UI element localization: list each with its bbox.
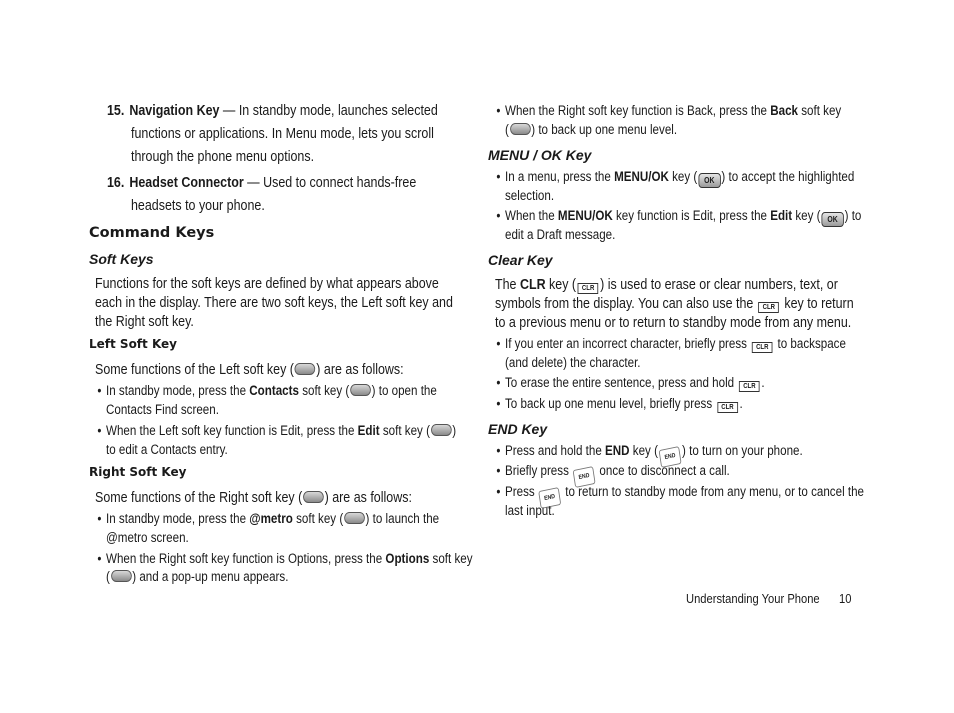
bold-term: MENU/OK: [557, 208, 613, 223]
text-span: ) is used to erase or clear numbers, text, or: [600, 277, 838, 293]
text-span: ) to: [844, 208, 862, 223]
soft-key-icon: [510, 123, 531, 135]
text-span: Briefly press: [505, 463, 573, 478]
ok-key-icon: OK: [821, 212, 843, 227]
bullet-continuation: last input.: [505, 503, 555, 518]
text-span: ) are as follows:: [324, 490, 412, 506]
list-item-15: [107, 103, 438, 119]
text-span: .: [761, 375, 765, 390]
soft-key-icon: [295, 363, 316, 375]
text-span: To erase the entire sentence, press and hold: [505, 375, 738, 390]
bullet-item: [505, 169, 854, 188]
text-span: .: [739, 396, 743, 411]
clr-key-icon: CLR: [759, 302, 780, 313]
list-item-16: [107, 175, 416, 191]
clr-key-icon: CLR: [717, 402, 738, 413]
bullet-item: [505, 484, 864, 507]
bold-term: END: [605, 443, 630, 458]
text-span: In standby mode, press the: [106, 511, 250, 526]
end-key-icon: END: [573, 466, 596, 488]
item-text: headsets to your phone.: [131, 198, 265, 214]
bold-term: Back: [770, 103, 798, 118]
clr-key-icon: CLR: [578, 283, 599, 294]
item-text: functions or applications. In Menu mode, lets you scroll: [131, 126, 434, 142]
bullet-item: [505, 208, 861, 227]
text-span: In a menu, press the: [505, 169, 615, 184]
item-title: Headset Connector: [129, 175, 244, 191]
bold-term: Options: [385, 551, 430, 566]
text-span: ): [452, 423, 457, 438]
soft-key-icon: [344, 512, 365, 524]
text-span: to backspace: [774, 336, 846, 351]
item-text: — Used to connect hands-free: [243, 175, 417, 191]
soft-key-icon: [303, 491, 324, 503]
text-span: key (: [629, 443, 658, 458]
bullet-continuation: (and delete) the character.: [505, 355, 641, 370]
bullet-continuation: edit a Draft message.: [505, 227, 616, 242]
soft-key-icon: [111, 570, 132, 582]
subheading-right-soft-key: Right Soft Key: [89, 465, 187, 479]
text-span: key to return: [780, 296, 854, 312]
bold-term: Contacts: [249, 383, 299, 398]
text-span: Press and hold the: [505, 443, 606, 458]
subheading-menu-ok-key: MENU / OK Key: [488, 147, 592, 163]
paragraph-line: [495, 296, 854, 313]
text-span: ) and a pop-up menu appears.: [132, 569, 289, 584]
paragraph-line: each in the display. There are two soft keys, the Left soft key and: [95, 295, 453, 311]
bold-term: @metro: [249, 511, 293, 526]
text-span: When the Left soft key function is Edit, press the: [106, 423, 358, 438]
paragraph-line: to a previous menu or to return to standby mode from any menu.: [495, 315, 852, 331]
bullet-item: [106, 551, 473, 566]
text-span: If you enter an incorrect character, briefly press: [505, 336, 751, 351]
bullet-item: [505, 396, 743, 413]
text-span: key function is Edit, press the: [612, 208, 771, 223]
bullet-item: [505, 336, 846, 353]
text-span: soft key (: [379, 423, 430, 438]
text-span: To back up one menu level, briefly press: [505, 396, 716, 411]
text-span: ) to accept the highlighted: [721, 169, 855, 184]
text-span: ) to launch the: [365, 511, 440, 526]
text-span: soft key (: [298, 383, 350, 398]
text-span: When the: [505, 208, 558, 223]
item-text: through the phone menu options.: [131, 149, 315, 165]
clr-key-icon: CLR: [752, 342, 773, 353]
bullet-continuation: @metro screen.: [106, 530, 189, 545]
bullet-item: [505, 375, 765, 392]
text-span: key (: [792, 208, 821, 223]
item-number: 15.: [107, 103, 125, 119]
item-title: Navigation Key: [129, 103, 220, 119]
subheading-soft-keys: Soft Keys: [89, 251, 154, 267]
text-span: once to disconnect a call.: [596, 463, 730, 478]
footer-section-title: Understanding Your Phone: [686, 591, 820, 606]
text-span: ) to turn on your phone.: [682, 443, 803, 458]
paragraph-line: [95, 490, 412, 506]
text-span: When the Right soft key function is Back, press the: [505, 103, 771, 118]
text-span: ) to back up one menu level.: [531, 122, 678, 137]
bold-term: CLR: [519, 277, 546, 293]
bullet-item: [106, 423, 456, 438]
text-span: ) to open the: [371, 383, 437, 398]
paragraph-line: [95, 362, 404, 378]
text-span: The: [495, 277, 520, 293]
text-span: symbols from the display. You can also use the: [495, 296, 757, 312]
text-span: ) are as follows:: [316, 362, 404, 378]
text-span: soft key: [797, 103, 842, 118]
text-span: When the Right soft key function is Options, press the: [106, 551, 386, 566]
bullet-continuation: Contacts Find screen.: [106, 402, 219, 417]
paragraph-line: [495, 277, 838, 294]
bullet-continuation: selection.: [505, 188, 555, 203]
text-span: Press: [505, 484, 538, 499]
bullet-continuation: [505, 122, 677, 137]
text-span: Some functions of the Left soft key (: [95, 362, 294, 378]
soft-key-icon: [431, 424, 452, 436]
bullet-item: [106, 383, 437, 398]
bullet-item: [505, 103, 841, 118]
end-key-icon: END: [658, 446, 681, 468]
soft-key-icon: [350, 384, 371, 396]
subheading-left-soft-key: Left Soft Key: [89, 337, 177, 351]
text-span: Some functions of the Right soft key (: [95, 490, 303, 506]
bullet-continuation: [106, 569, 288, 584]
item-text: — In standby mode, launches selected: [219, 103, 438, 119]
bullet-continuation: to edit a Contacts entry.: [106, 442, 228, 457]
text-span: In standby mode, press the: [106, 383, 250, 398]
text-span: to return to standby mode from any menu, or to cancel the: [561, 484, 865, 499]
paragraph-line: Functions for the soft keys are defined by what appears above: [95, 276, 439, 292]
page-number: 10: [839, 591, 852, 606]
subheading-end-key: END Key: [488, 421, 548, 437]
clr-key-icon: CLR: [739, 381, 760, 392]
section-heading-command-keys: Command Keys: [89, 225, 215, 241]
bullet-item: [505, 463, 730, 486]
subheading-clear-key: Clear Key: [488, 252, 553, 268]
bold-term: Edit: [770, 208, 793, 223]
text-span: key (: [545, 277, 577, 293]
end-key-icon: END: [538, 487, 561, 509]
bold-term: MENU/OK: [614, 169, 669, 184]
text-span: key (: [668, 169, 698, 184]
text-span: (: [505, 122, 509, 137]
bullet-item: [106, 511, 439, 526]
bold-term: Edit: [357, 423, 380, 438]
paragraph-line: the Right soft key.: [95, 314, 194, 330]
text-span: (: [106, 569, 110, 584]
text-span: soft key (: [292, 511, 344, 526]
ok-key-icon: OK: [698, 173, 720, 188]
text-span: soft key: [429, 551, 473, 566]
item-number: 16.: [107, 175, 125, 191]
